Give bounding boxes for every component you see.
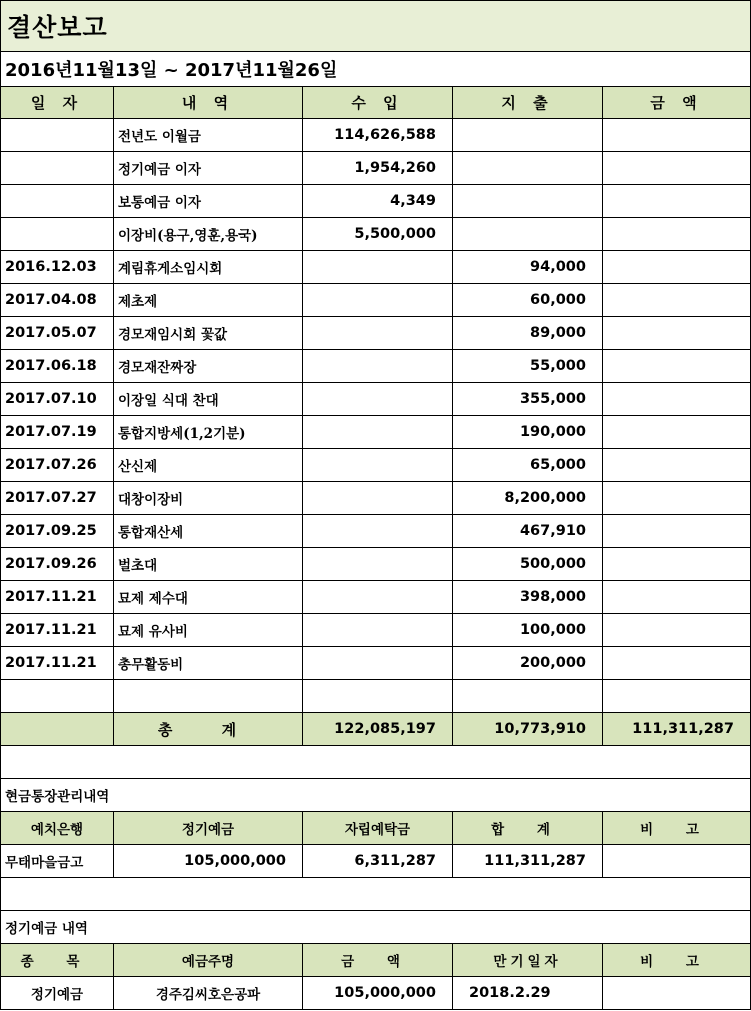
row-income: 114,626,588 — [303, 119, 453, 152]
main-table-header — [0, 87, 751, 119]
row-amount — [603, 449, 751, 482]
row-expense: 200,000 — [453, 647, 603, 680]
row-income — [303, 614, 453, 647]
row-description: 묘제 제수대 — [114, 581, 303, 614]
deposit-table-row — [0, 977, 751, 1010]
row-date: 2017.06.18 — [0, 350, 114, 383]
row-amount — [603, 515, 751, 548]
row-date: 2017.04.08 — [0, 284, 114, 317]
cash-savings: 6,311,287 — [303, 845, 453, 878]
deposit-holder: 경주김씨호은공파 — [114, 977, 303, 1010]
row-expense: 60,000 — [453, 284, 603, 317]
deposit-header-amount: 금 액 — [303, 944, 453, 977]
table-row — [0, 416, 751, 449]
empty-cell — [303, 680, 453, 713]
row-amount — [603, 350, 751, 383]
total-amount: 111,311,287 — [603, 713, 751, 746]
table-row — [0, 185, 751, 218]
table-row — [0, 251, 751, 284]
row-income: 5,500,000 — [303, 218, 453, 251]
row-expense: 500,000 — [453, 548, 603, 581]
cash-header-sum: 합 계 — [453, 812, 603, 845]
header-description: 내 역 — [114, 87, 303, 119]
row-date: 2017.09.25 — [0, 515, 114, 548]
row-description: 대창이장비 — [114, 482, 303, 515]
deposit-type: 정기예금 — [0, 977, 114, 1010]
empty-table-row — [0, 680, 751, 713]
table-row — [0, 449, 751, 482]
row-description: 정기예금 이자 — [114, 152, 303, 185]
total-blank-cell — [0, 713, 114, 746]
table-row — [0, 350, 751, 383]
row-income — [303, 383, 453, 416]
table-row — [0, 152, 751, 185]
cash-header-savings: 자립예탁금 — [303, 812, 453, 845]
total-row — [0, 713, 751, 746]
table-row — [0, 218, 751, 251]
row-income — [303, 350, 453, 383]
table-row — [0, 614, 751, 647]
row-amount — [603, 548, 751, 581]
row-expense: 100,000 — [453, 614, 603, 647]
row-amount — [603, 383, 751, 416]
row-description: 보통예금 이자 — [114, 185, 303, 218]
deposit-table-header — [0, 944, 751, 977]
deposit-note — [603, 977, 751, 1010]
row-description: 경모재잔짜장 — [114, 350, 303, 383]
row-date: 2017.11.21 — [0, 614, 114, 647]
row-expense — [453, 218, 603, 251]
total-income: 122,085,197 — [303, 713, 453, 746]
header-amount: 금 액 — [603, 87, 751, 119]
total-expense: 10,773,910 — [453, 713, 603, 746]
deposit-header-maturity: 만기일자 — [453, 944, 603, 977]
deposit-maturity: 2018.2.29 — [453, 977, 603, 1010]
row-expense: 55,000 — [453, 350, 603, 383]
table-row — [0, 647, 751, 680]
row-expense: 65,000 — [453, 449, 603, 482]
row-description: 산신제 — [114, 449, 303, 482]
cash-sum: 111,311,287 — [453, 845, 603, 878]
table-row — [0, 482, 751, 515]
row-expense — [453, 152, 603, 185]
row-amount — [603, 647, 751, 680]
row-expense: 190,000 — [453, 416, 603, 449]
row-income: 1,954,260 — [303, 152, 453, 185]
table-row — [0, 515, 751, 548]
row-description: 묘제 유사비 — [114, 614, 303, 647]
cash-header-deposit: 정기예금 — [114, 812, 303, 845]
table-row — [0, 548, 751, 581]
row-income — [303, 416, 453, 449]
row-amount — [603, 482, 751, 515]
row-income — [303, 515, 453, 548]
empty-cell — [114, 680, 303, 713]
cash-header-bank: 예치은행 — [0, 812, 114, 845]
row-date: 2017.07.19 — [0, 416, 114, 449]
row-income: 4,349 — [303, 185, 453, 218]
row-description: 통합재산세 — [114, 515, 303, 548]
deposit-header-type: 종 목 — [0, 944, 114, 977]
table-row — [0, 284, 751, 317]
row-expense: 355,000 — [453, 383, 603, 416]
empty-cell — [0, 680, 114, 713]
spacer-row — [0, 878, 751, 911]
cash-note — [603, 845, 751, 878]
row-amount — [603, 284, 751, 317]
table-row — [0, 581, 751, 614]
row-income — [303, 317, 453, 350]
report-period: 2016년11월13일 ~ 2017년11월26일 — [5, 60, 338, 81]
row-date: 2017.11.21 — [0, 581, 114, 614]
row-date: 2017.07.10 — [0, 383, 114, 416]
row-description: 이장비(용구,영훈,용국) — [114, 218, 303, 251]
spacer-row — [0, 746, 751, 779]
cash-header-note: 비 고 — [603, 812, 751, 845]
row-description: 제초제 — [114, 284, 303, 317]
cash-bank: 무태마을금고 — [0, 845, 114, 878]
row-description: 총무활동비 — [114, 647, 303, 680]
period-bar — [0, 52, 751, 87]
row-amount — [603, 614, 751, 647]
deposit-header-holder: 예금주명 — [114, 944, 303, 977]
row-expense: 94,000 — [453, 251, 603, 284]
row-expense — [453, 185, 603, 218]
row-amount — [603, 119, 751, 152]
total-label: 총 계 — [114, 713, 303, 746]
row-description: 계림휴게소임시회 — [114, 251, 303, 284]
cash-deposit: 105,000,000 — [114, 845, 303, 878]
row-expense: 8,200,000 — [453, 482, 603, 515]
row-date — [0, 152, 114, 185]
row-amount — [603, 251, 751, 284]
row-date: 2017.09.26 — [0, 548, 114, 581]
table-row — [0, 317, 751, 350]
row-income — [303, 449, 453, 482]
row-date — [0, 185, 114, 218]
row-date: 2016.12.03 — [0, 251, 114, 284]
report-title: 결산보고 — [7, 13, 108, 42]
row-income — [303, 581, 453, 614]
table-row — [0, 383, 751, 416]
row-date — [0, 218, 114, 251]
row-expense: 89,000 — [453, 317, 603, 350]
row-date: 2017.05.07 — [0, 317, 114, 350]
row-amount — [603, 581, 751, 614]
row-income — [303, 548, 453, 581]
row-expense: 398,000 — [453, 581, 603, 614]
table-row — [0, 119, 751, 152]
row-amount — [603, 317, 751, 350]
row-income — [303, 251, 453, 284]
cash-table-row — [0, 845, 751, 878]
row-description: 통합지방세(1,2기분) — [114, 416, 303, 449]
deposit-header-note: 비 고 — [603, 944, 751, 977]
row-income — [303, 284, 453, 317]
row-amount — [603, 152, 751, 185]
empty-cell — [603, 680, 751, 713]
row-date — [0, 119, 114, 152]
row-description: 전년도 이월금 — [114, 119, 303, 152]
row-date: 2017.07.26 — [0, 449, 114, 482]
row-date: 2017.07.27 — [0, 482, 114, 515]
row-amount — [603, 416, 751, 449]
row-amount — [603, 185, 751, 218]
header-date: 일 자 — [0, 87, 114, 119]
row-description: 벌초대 — [114, 548, 303, 581]
row-description: 경모재임시회 꽃값 — [114, 317, 303, 350]
header-income: 수 입 — [303, 87, 453, 119]
row-income — [303, 482, 453, 515]
row-expense: 467,910 — [453, 515, 603, 548]
title-bar — [0, 0, 751, 52]
cash-section-title: 현금통장관리내역 — [0, 779, 751, 812]
row-expense — [453, 119, 603, 152]
row-amount — [603, 218, 751, 251]
deposit-amount: 105,000,000 — [303, 977, 453, 1010]
row-date: 2017.11.21 — [0, 647, 114, 680]
cash-table-header — [0, 812, 751, 845]
deposit-section-title: 정기예금 내역 — [0, 911, 751, 944]
row-income — [303, 647, 453, 680]
row-description: 이장일 식대 찬대 — [114, 383, 303, 416]
empty-cell — [453, 680, 603, 713]
header-expense: 지 출 — [453, 87, 603, 119]
